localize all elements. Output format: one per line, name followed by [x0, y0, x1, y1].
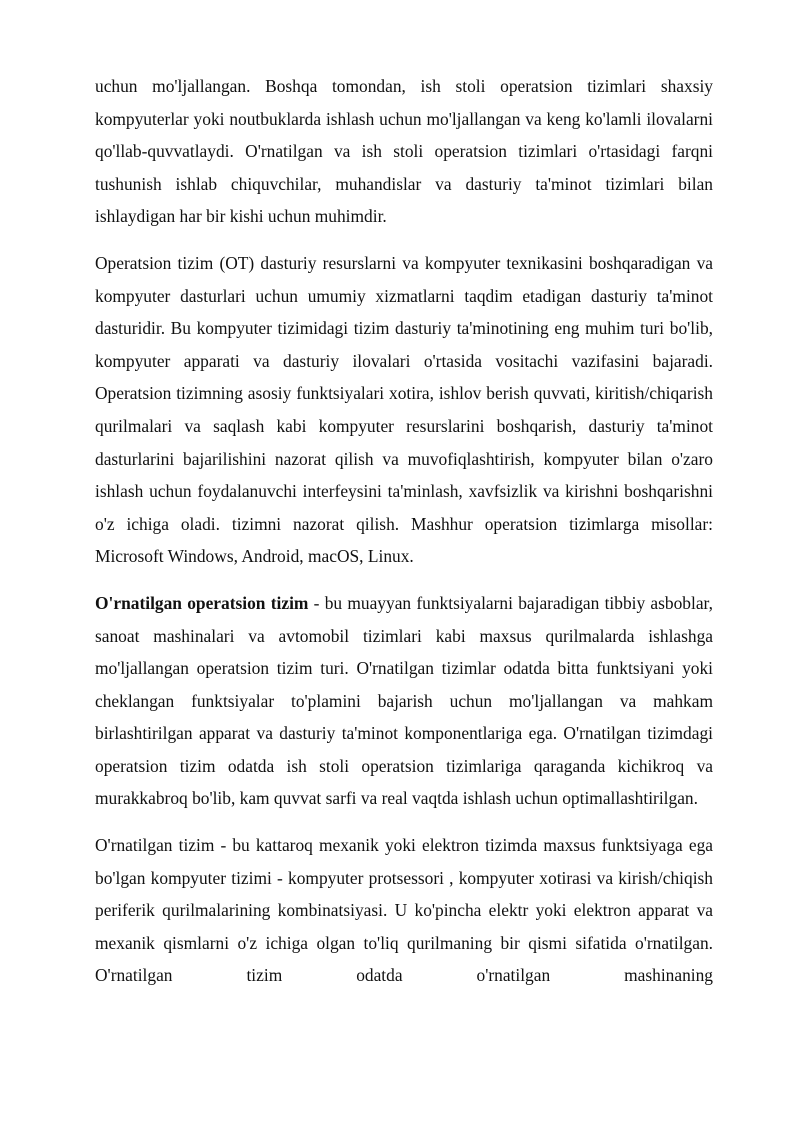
paragraph-embedded-os-definition	[95, 587, 713, 815]
paragraph-operating-system-definition: Operatsion tizim (OT) dasturiy resurslarni va kompyuter texnikasini boshqaradigan va kompyuter dasturlari uchun umumiy xizmatlarni taqdim etadigan dasturiy ta'minot dasturidir. Bu kompyuter tizimidagi tizim dasturiy ta'minotining eng muhim turi bo'lib, kompyuter apparati va dasturiy ilovalari o'rtasida vositachi vazifasini bajaradi. Operatsion tizimning asosiy funktsiyalari xotira, ishlov berish quvvati, kiritish/chiqarish qurilmalari va saqlash kabi kompyuter resurslarini boshqarish, dasturiy ta'minot dasturlarini bajarilishini nazorat qilish va muvofiqlashtirish, kompyuter bilan o'zaro ishlash uchun foydalanuvchi interfeysini ta'minlash, xavfsizlik va kirishni boshqarishni o'z ichiga oladi. tizimni nazorat qilish. Mashhur operatsion tizimlarga misollar: Microsoft Windows, Android, macOS, Linux.	[95, 252, 713, 567]
paragraph-embedded-system-definition: O'rnatilgan tizim - bu kattaroq mexanik yoki elektron tizimda maxsus funktsiyaga ega bo'lgan kompyuter tizimi - kompyuter protsessori , kompyuter xotirasi va kirish/chiqish periferik qurilmalarining kombinatsiyasi. U ko'pincha elektr yoki elektron apparat va mexanik qismlarni o'z ichiga olgan to'liq qurilmaning bir qismi sifatida o'rnatilgan. O'rnatilgan tizim odatda o'rnatilgan mashinaning	[95, 835, 713, 986]
paragraph-embedded-os-body: - bu muayyan funktsiyalarni bajaradigan tibbiy asboblar, sanoat mashinalari va avtomobil tizimlari kabi maxsus qurilmalarda ishlashga mo'ljallangan operatsion tizim turi. O'rnatilgan tizimlar odatda bitta funktsiyani yoki cheklangan funktsiyalar to'plamini bajarish uchun mo'ljallangan va mahkam birlashtirilgan apparat va dasturiy ta'minot komponentlariga ega. O'rnatilgan tizimdagi operatsion tizim odatda ish stoli operatsion tizimlariga qaraganda kichikroq va murakkabroq bo'lib, kam quvvat sarfi va real vaqtda ishlash uchun optimallashtirilgan.	[95, 592, 713, 809]
term-embedded-os: O'rnatilgan operatsion tizim	[95, 592, 309, 613]
paragraph-intro-continuation: uchun mo'ljallangan. Boshqa tomondan, ish stoli operatsion tizimlari shaxsiy kompyuterlar yoki noutbuklarda ishlash uchun mo'ljallangan va keng ko'lamli ilovalarni qo'llab-quvvatlaydi. O'rnatilgan va ish stoli operatsion tizimlari o'rtasidagi farqni tushunish ishlab chiquvchilar, muhandislar va dasturiy ta'minot tizimlari bilan ishlaydigan har bir kishi uchun muhimdir.	[95, 76, 713, 227]
